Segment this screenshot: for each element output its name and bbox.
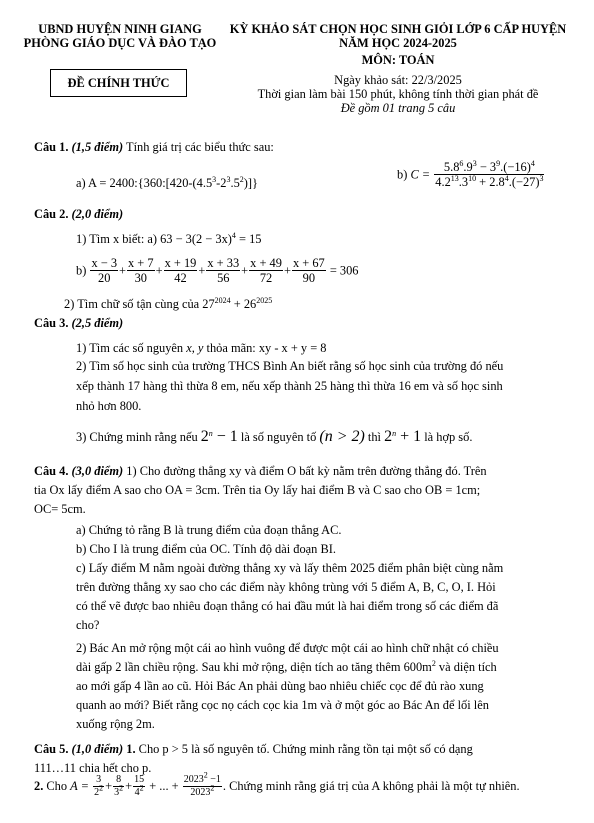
q1-part-a xyxy=(76,175,258,191)
q2-fraction-4: $\frac{x + 33}{56}$ xyxy=(207,256,240,286)
q4-part-c-line3: có thể vẽ được bao nhiêu đoạn thẳng có hai đầu mút là hai điểm trong số các điểm đã xyxy=(76,599,499,613)
q4-part-c-line2: trên đường thẳng xy sao cho các điểm này không trùng với 5 điểm A, B, C, O, I. Hỏi xyxy=(76,580,496,594)
q1-heading xyxy=(34,139,274,155)
q4-part2-line1: 2) Bác An mở rộng một cái ao hình vuông để được một cái ao hình chữ nhật có chiều xyxy=(76,641,499,655)
q4-part-a: a) Chứng tỏ rằng B là trung điểm của đoạn thẳng AC. xyxy=(76,523,342,537)
q2-points: (2,0 điểm) xyxy=(71,207,124,221)
q1-b-numerator: $5.8^6.9^3 - 3^9.(-16)^4$ xyxy=(434,160,544,175)
header-left-line2: PHÒNG GIÁO DỤC VÀ ĐÀO TẠO xyxy=(23,36,217,50)
q2-part1b: b) $\frac{x - 3}{20}$ + $\frac{x + 7}{30}$ + $\frac{x + 19}{42}$ + $\frac{x + 33}{56}$ + $\frac{x + 49}{72}$ + $\frac{x + 67}{90}$ = 306 xyxy=(76,256,359,286)
q3-part3: 3) Chứng minh rằng nếu $2^n - 1$ là số nguyên tố (n > 2) thì $2^n + 1$ là hợp số. xyxy=(76,428,473,445)
q1-a-exp3: 2 xyxy=(239,174,244,184)
q1-a-mid2: .5 xyxy=(230,176,240,190)
q1-a-exp1: 3 xyxy=(212,174,217,184)
q2-part1a xyxy=(76,231,261,247)
q1-points: (1,5 điểm) xyxy=(71,140,124,154)
q2-p1-label: 1) Tìm x biết: a) xyxy=(76,232,157,246)
q1-a-exp2: 3 xyxy=(226,174,231,184)
q3-part2-line1: 2) Tìm số học sinh của trường THCS Bình An biết rằng số học sinh của trường đó nếu xyxy=(76,359,504,373)
q5-part2: 2. Cho A = $\frac{3}{2^2}$ + $\frac{8}{3^2}$ + $\frac{15}{4^2}$ + ... + $\frac{2023^2 -1}{2023^2}$ . Chứng minh rằng giá trị của A không phải là một tự nhiên. xyxy=(34,770,520,798)
q3-part1: 1) Tìm các số nguyên x, y thỏa mãn: xy - x + y = 8 xyxy=(76,341,327,355)
q4-part2-line4: quanh ao mới? Biết rằng cọc nọ cách cọc kia 1m và ở một góc ao Bác An để lối lên xyxy=(76,698,489,712)
q4-part-c-line4: cho? xyxy=(76,618,100,632)
q2-fraction-5: $\frac{x + 49}{72}$ xyxy=(250,256,282,286)
q4-part2-line2: dài gấp 2 lần chiều rộng. Sau khi mở rộng, diện tích ao tăng thêm $600m^2$ và diện tích xyxy=(76,658,497,674)
q1-b-denominator: $4.2^{13}.3^{10} + 2.8^4.(-27)^3$ xyxy=(435,174,544,190)
q3-part2-line2: xếp thành 17 hàng thì thừa 8 em, nếu xếp thành 25 hàng thì thừa 16 em và số học sinh xyxy=(76,379,503,393)
q1-a-end: )]} xyxy=(243,176,258,190)
q3-heading xyxy=(34,315,123,331)
q2-b-label: b) xyxy=(76,263,87,278)
q5-fraction-3: $\frac{15}{4^2}$ xyxy=(134,774,145,798)
q1-b-lhs: C = xyxy=(410,167,431,182)
q4-part-b: b) Cho I là trung điểm của OC. Tính độ dài đoạn BI. xyxy=(76,542,336,556)
q2-part2: 2) Tìm chữ số tận cùng của $27^{2024} + 26^{2025}$ xyxy=(64,295,273,311)
q5-heading: Câu 5. (1,0 điểm) 1. Cho p > 5 là số nguyên tố. Chứng minh rằng tồn tại một số có dạng xyxy=(34,742,473,756)
official-label-box xyxy=(50,69,187,97)
q2-heading xyxy=(34,206,123,222)
q2-fraction-1: $\frac{x - 3}{20}$ xyxy=(91,256,118,286)
header-right-line1: KỲ KHẢO SÁT CHỌN HỌC SINH GIỎI LỚP 6 CẤP HUYỆN xyxy=(229,22,567,36)
q3-points: (2,5 điểm) xyxy=(71,316,124,330)
q5-fraction-last: $\frac{2023^2 -1}{2023^2}$ xyxy=(183,770,221,798)
q5-fraction-2: $\frac{8}{3^2}$ xyxy=(114,774,124,798)
q4-part2-line5: xuống rộng 2m. xyxy=(76,717,155,731)
q1-a-mid: -2 xyxy=(216,176,227,190)
official-label: ĐỀ CHÍNH THỨC xyxy=(67,76,170,90)
q2-fraction-2: $\frac{x + 7}{30}$ xyxy=(128,256,154,286)
q2-p1-equation: $63 - 3(2 - 3x)^4 = 15$ xyxy=(160,230,262,246)
q4-heading: Câu 4. (3,0 điểm) 1) Cho đường thẳng xy và điểm O bất kỳ nằm trên đường thẳng đó. Trên xyxy=(34,464,487,478)
q4-part2-line3: ao mới gấp 4 lần ao cũ. Hỏi Bác An phải dùng bao nhiêu chiếc cọc để đủ rào xung xyxy=(76,679,484,693)
q3-part2-line3: nhỏ hơn 800. xyxy=(76,399,142,413)
time-info: Thời gian làm bài 150 phút, không tính thời gian phát đề xyxy=(257,87,539,101)
q2-fraction-3: $\frac{x + 19}{42}$ xyxy=(164,256,197,286)
page-info: Đề gồm 01 trang 5 câu xyxy=(340,101,456,115)
q2-b-rhs: = 306 xyxy=(329,263,359,278)
header-left-line1: UBND HUYỆN NINH GIANG xyxy=(38,22,202,36)
q5-part1-line2: 111…11 chia hết cho p. xyxy=(34,761,152,775)
q4-line2: tia Ox lấy điểm A sao cho OA = 3cm. Trên tia Oy lấy hai điểm B và C sao cho OB = 1cm; xyxy=(34,483,481,497)
q1-a-prefix: a) A = 2400:{360:[420-(4.5 xyxy=(76,176,213,190)
exam-date: Ngày khảo sát: 22/3/2025 xyxy=(334,73,462,87)
q5-title: Câu 5. xyxy=(34,742,69,756)
q3-title: Câu 3. xyxy=(34,316,69,330)
header-right-line2: NĂM HỌC 2024-2025 xyxy=(339,36,457,50)
q4-line3: OC= 5cm. xyxy=(34,502,86,516)
q4-points: (3,0 điểm) xyxy=(71,464,124,478)
q2-fraction-6: $\frac{x + 67}{90}$ xyxy=(292,256,325,286)
q4-title: Câu 4. xyxy=(34,464,69,478)
q5-fraction-1: $\frac{3}{2^2}$ xyxy=(94,774,104,798)
q1-part-b xyxy=(397,160,545,190)
q4-part-c-line1: c) Lấy điểm M nằm ngoài đường thẳng xy và lấy thêm 2025 điểm phân biệt cùng nằm xyxy=(76,561,504,575)
q2-title: Câu 2. xyxy=(34,207,69,221)
q1-b-fraction xyxy=(434,160,544,190)
q1-intro: Tính giá trị các biểu thức sau: xyxy=(126,140,274,154)
q1-title: Câu 1. xyxy=(34,140,69,154)
q1-b-prefix: b) xyxy=(397,167,408,182)
subject: MÔN: TOÁN xyxy=(361,53,435,67)
q5-points: (1,0 điểm) xyxy=(71,742,124,756)
